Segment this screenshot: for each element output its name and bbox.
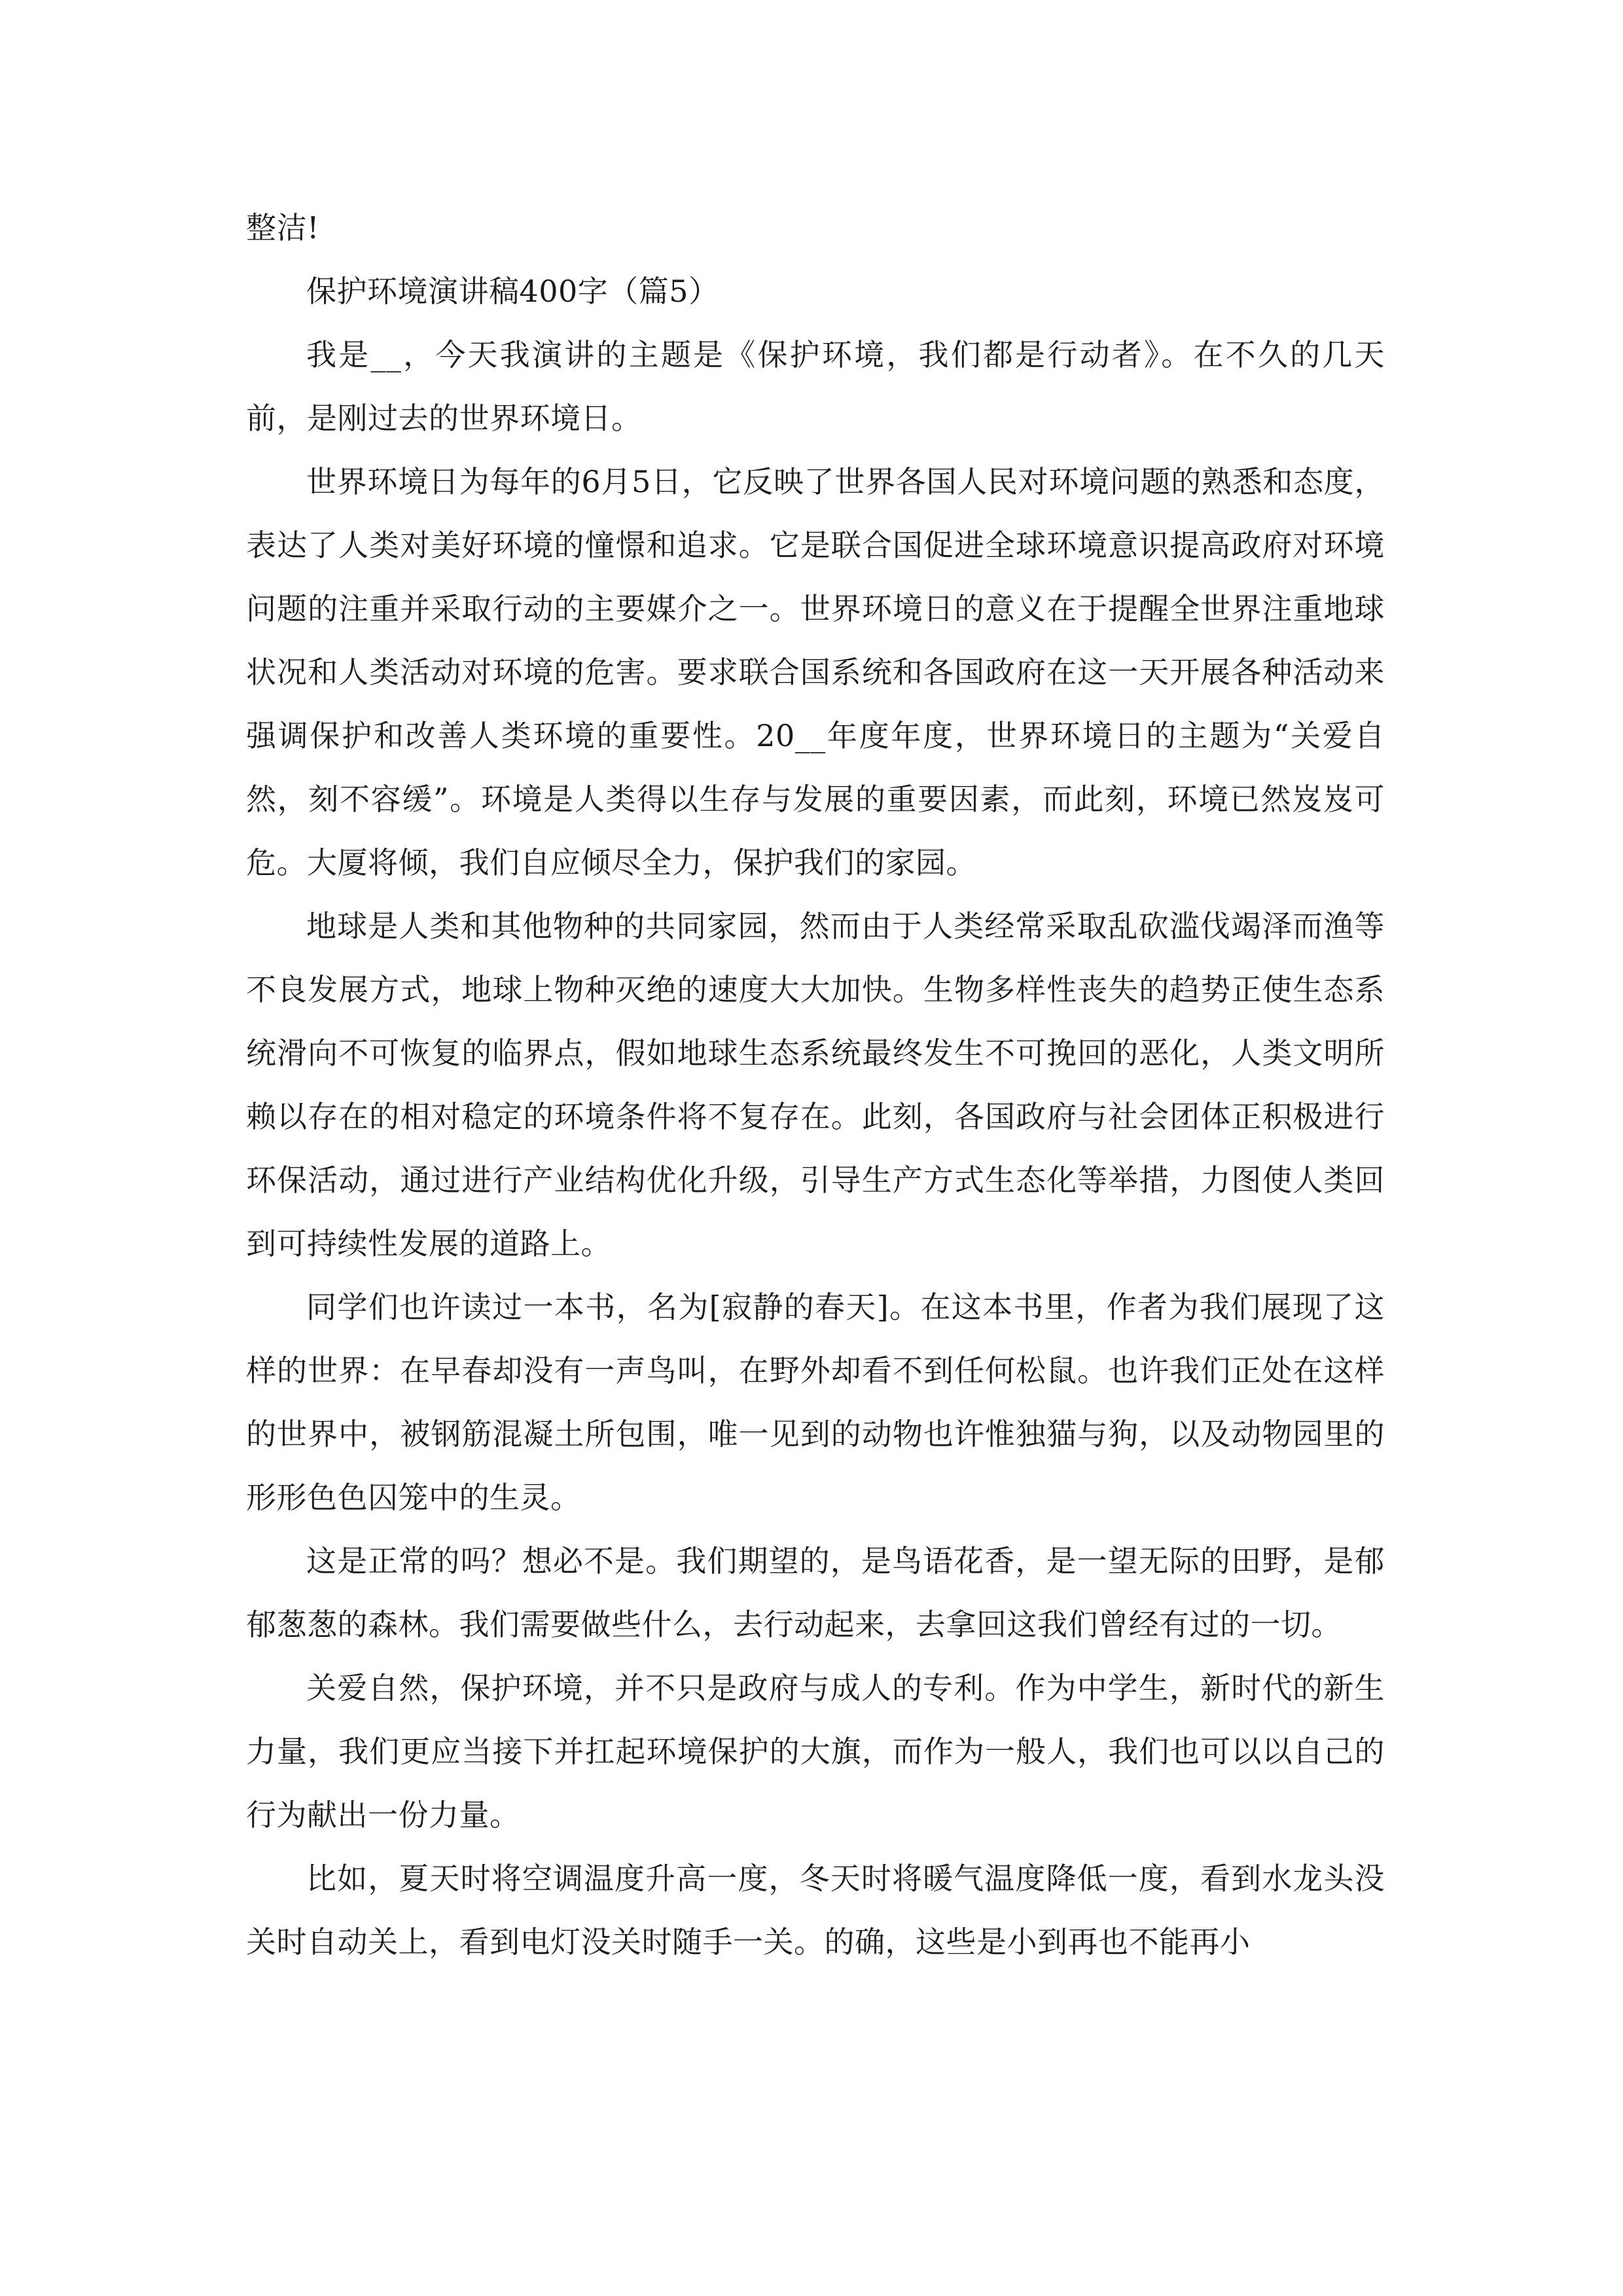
paragraph: 这是正常的吗？想必不是。我们期望的，是鸟语花香，是一望无际的田野，是郁郁葱葱的森林。我们需要做些什么，去行动起来，去拿回这我们曾经有过的一切。 xyxy=(246,1543,1385,1642)
paragraph: 同学们也许读过一本书，名为[寂静的春天]。在这本书里，作者为我们展现了这样的世界：在早春却没有一声鸟叫，在野外却看不到任何松鼠。也许我们正处在这样的世界中，被钢筋混凝土所包围，唯一见到的动物也许惟独猫与狗，以及动物园里的形形色色囚笼中的生灵。 xyxy=(246,1289,1385,1515)
paragraph: 比如，夏天时将空调温度升高一度，冬天时将暖气温度降低一度，看到水龙头没关时自动关上，看到电灯没关时随手一关。的确，这些是小到再也不能再小 xyxy=(246,1861,1385,1960)
paragraph: 关爱自然，保护环境，并不只是政府与成人的专利。作为中学生，新时代的新生力量，我们更应当接下并扛起环境保护的大旗，而作为一般人，我们也可以以自己的行为献出一份力量。 xyxy=(246,1670,1385,1833)
paragraph: 我是__，今天我演讲的主题是《保护环境，我们都是行动者》。在不久的几天前，是刚过去的世界环境日。 xyxy=(246,337,1385,436)
section-heading: 保护环境演讲稿400字（篇5） xyxy=(306,274,719,309)
paragraph: 地球是人类和其他物种的共同家园，然而由于人类经常采取乱砍滥伐竭泽而渔等不良发展方式，地球上物种灭绝的速度大大加快。生物多样性丧失的趋势正使生态系统滑向不可恢复的临界点，假如地球生态系统最终发生不可挽回的恶化，人类文明所赖以存在的相对稳定的环境条件将不复存在。此刻，各国政府与社会团体正积极进行环保活动，通过进行产业结构优化升级，引导生产方式生态化等举措，力图使人类回到可持续性发展的道路上。 xyxy=(246,908,1385,1261)
paragraph: 世界环境日为每年的6月5日，它反映了世界各国人民对环境问题的熟悉和态度，表达了人类对美好环境的憧憬和追求。它是联合国促进全球环境意识提高政府对环境问题的注重并采取行动的主要媒介之一。世界环境日的意义在于提醒全世界注重地球状况和人类活动对环境的危害。要求联合国系统和各国政府在这一天开展各种活动来强调保护和改善人类环境的重要性。20__年度年度，世界环境日的主题为“关爱自然，刻不容缓”。环境是人类得以生存与发展的重要因素，而此刻，环境已然岌岌可危。大厦将倾，我们自应倾尽全力，保护我们的家园。 xyxy=(246,464,1385,880)
paragraph-continuation: 整洁! xyxy=(246,210,319,245)
document-body xyxy=(246,196,1385,1974)
